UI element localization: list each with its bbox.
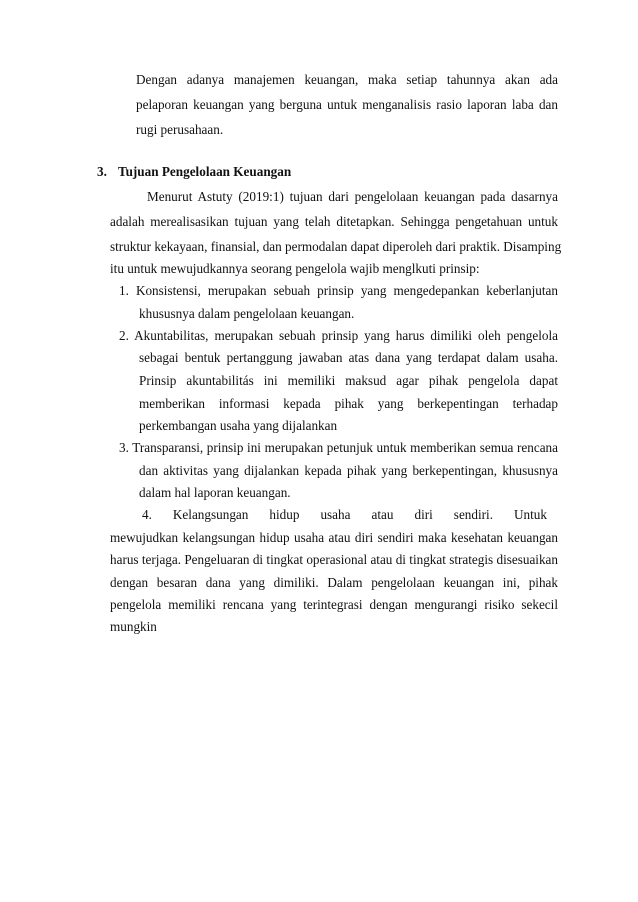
principle-4-line-6: mungkin bbox=[110, 619, 157, 634]
principle-4-line-2: mewujudkan kelangsungan hidup usaha atau diri sendiri maka kesehatan keuangan bbox=[110, 530, 558, 545]
principle-3-line-2: dan aktivitas yang dijalankan kepada pihak yang berkepentingan, khususnya bbox=[139, 463, 558, 478]
principle-2-line-3: Prinsip akuntabilitás ini memiliki maksud agar pihak pengelola dapat bbox=[139, 373, 558, 388]
paragraph-line-1: Menurut Astuty (2019:1) tujuan dari pengelolaan keuangan pada dasarnya bbox=[147, 189, 558, 204]
paragraph-line-2: adalah merealisasikan tujuan yang telah ditetapkan. Sehingga pengetahuan untuk bbox=[110, 214, 558, 229]
paragraph-line-3: struktur kekayaan, finansial, dan permodalan dapat diperoleh dari praktik. Disamping bbox=[110, 239, 562, 254]
section-number: 3. bbox=[97, 164, 107, 179]
principle-4-line-4: dengan besaran dana yang dimiliki. Dalam pengelolaan keuangan ini, pihak bbox=[110, 575, 558, 590]
section-title: Tujuan Pengelolaan Keuangan bbox=[118, 164, 292, 179]
principle-1-line-1: 1. Konsistensi, merupakan sebuah prinsip yang mengedepankan keberlanjutan bbox=[119, 283, 558, 298]
intro-line-1: Dengan adanya manajemen keuangan, maka setiap tahunnya akan ada bbox=[136, 72, 558, 87]
principle-3-line-3: dalam hal laporan keuangan. bbox=[139, 485, 291, 500]
principle-3-line-1: 3. Transparansi, prinsip ini merupakan petunjuk untuk memberikan semua rencana bbox=[119, 440, 558, 455]
principle-4-line-3: harus terjaga. Pengeluaran di tingkat operasional atau di tingkat strategis disesuaikan bbox=[110, 552, 558, 567]
principle-2-line-2: sebagai bentuk pertanggung jawaban atas dana yang terdapat dalam usaha. bbox=[139, 350, 558, 365]
intro-line-3: rugi perusahaan. bbox=[136, 122, 224, 137]
paragraph-line-4: itu untuk mewujudkannya seorang pengelola wajib menglkuti prinsip: bbox=[110, 261, 480, 276]
principle-2-line-4: memberikan informasi kepada pihak yang berkepentingan terhadap bbox=[139, 396, 558, 411]
principle-1-line-2: khususnya dalam pengelolaan keuangan. bbox=[139, 306, 355, 321]
principle-2-line-5: perkembangan usaha yang dijalankan bbox=[139, 418, 338, 433]
principle-2-line-1: 2. Akuntabilitas, merupakan sebuah prinsip yang harus dimiliki oleh pengelola bbox=[119, 328, 558, 343]
principle-4-line-5: pengelola memiliki rencana yang terintegrasi dengan mengurangi risiko sekecil bbox=[110, 597, 558, 612]
principle-4-line-1: 4. Kelangsungan hidup usaha atau diri sendiri. Untuk bbox=[142, 507, 547, 522]
intro-line-2: pelaporan keuangan yang berguna untuk menganalisis rasio laporan laba dan bbox=[136, 97, 558, 112]
